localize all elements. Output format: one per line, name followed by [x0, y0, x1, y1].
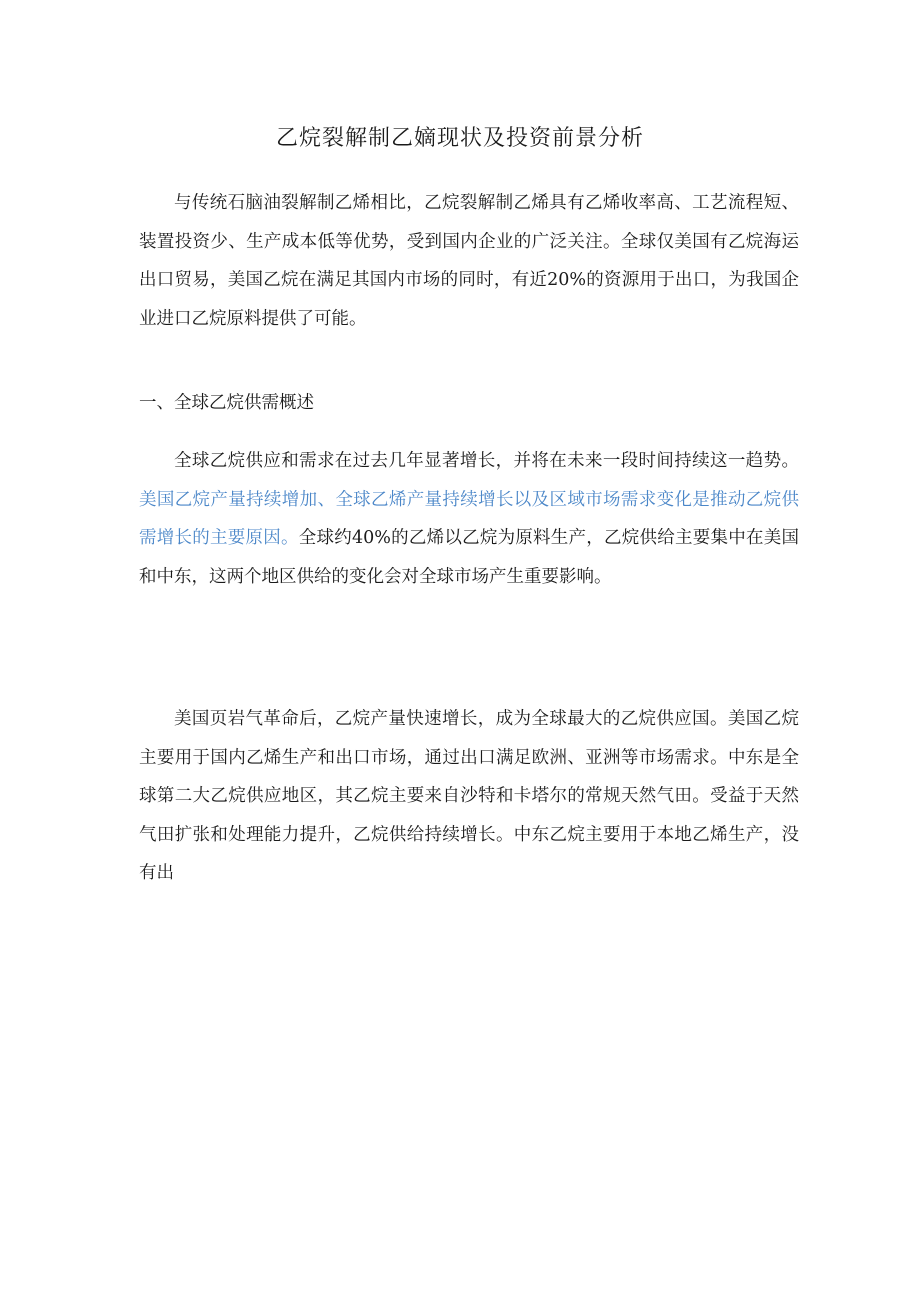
supply-regions-paragraph: 美国页岩气革命后，乙烷产量快速增长，成为全球最大的乙烷供应国。美国乙烷主要用于国内乙烯生产和出口市场，通过出口满足欧洲、亚洲等市场需求。中东是全球第二大乙烷供应地区，其乙烷主要来自沙特和卡塔尔的常规天然气田。受益于天然气田扩张和处理能力提升，乙烷供给持续增长。中东乙烷主要用于本地乙烯生产，没有出: [139, 709, 799, 883]
highlighted-text: 美国乙烷产量持续增加、全球乙烯产量持续增长以及区域市场需求变化是推动乙烷供需增长的主要原因。: [139, 489, 799, 548]
supply-demand-paragraph: [139, 442, 799, 596]
intro-paragraph: 与传统石脑油裂解制乙烯相比，乙烷裂解制乙烯具有乙烯收率高、工艺流程短、装置投资少、生产成本低等优势，受到国内企业的广泛关注。全球仅美国有乙烷海运出口贸易，美国乙烷在满足其国内市场的同时，有近20%的资源用于出口，为我国企业进口乙烷原料提供了可能。: [139, 193, 799, 329]
document-title: 乙烷裂解制乙嫡现状及投资前景分析: [275, 126, 644, 151]
paragraph-text: 全球乙烷供应和需求在过去几年显著增长，并将在未来一段时间持续这一趋势。: [174, 451, 799, 471]
section-heading: 一、全球乙烷供需概述: [139, 393, 314, 413]
paragraph-text: 全球约40%的乙烯以乙烷为原料生产，乙烷供给主要集中在美国和中东，这两个地区供给的变化会对全球市场产生重要影响。: [139, 528, 799, 587]
